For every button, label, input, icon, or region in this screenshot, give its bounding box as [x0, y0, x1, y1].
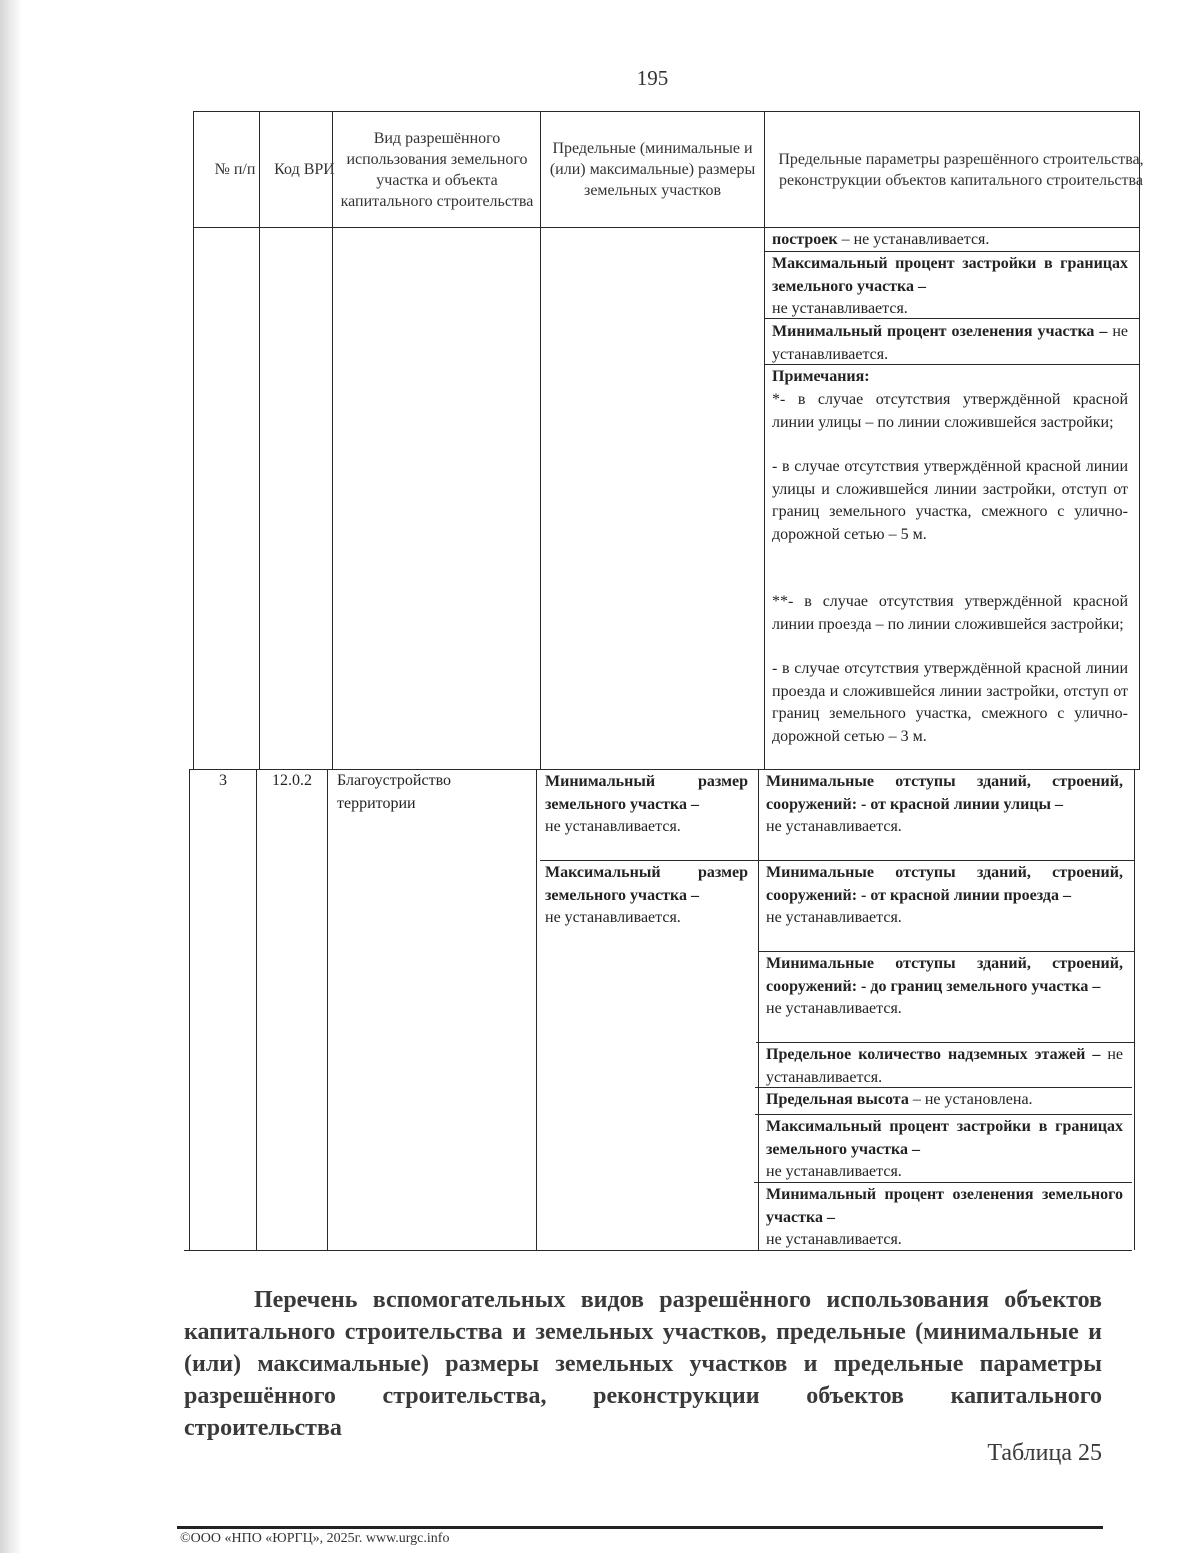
header-type: Вид разрешённого использования земельного участка и объекта капитального строительства: [340, 129, 534, 210]
param-cell: [766, 1184, 1123, 1252]
scan-edge-shadow: [0, 0, 22, 1553]
param-cell: [766, 1089, 1123, 1112]
table-line: [756, 1042, 1134, 1043]
param-cell: [772, 229, 1128, 252]
param-label: Минимальный процент озеленения участка –: [772, 323, 1108, 340]
param-cell: [766, 953, 1123, 1021]
param-value: не устанавливается.: [766, 1046, 1123, 1086]
param-cell: [772, 321, 1128, 366]
param-value: не устанавливается.: [772, 300, 908, 317]
section-heading: Перечень вспомогательных видов разрешённого использования объектов капитального строительства и земельных участков, предельные (минимальные и (или) максимальные) размеры земельных участков и предельные параметры разрешённого строительства, реконструкции объектов капитального строительства: [184, 1287, 1102, 1441]
size-label: Минимальный размер земельного участка –: [545, 773, 748, 813]
header-code: Код ВРИ: [274, 161, 335, 178]
page-number: 195: [636, 66, 669, 90]
table-line: [540, 860, 1135, 861]
notes-title: Примечания:: [772, 368, 870, 385]
param-cell: [766, 1044, 1123, 1089]
table-line: [764, 111, 765, 769]
param-label: Предельная высота: [766, 1091, 909, 1108]
param-value: не устанавливается.: [766, 1163, 902, 1180]
table-line: [536, 769, 537, 1250]
size-value: не устанавливается.: [545, 909, 681, 926]
table-line: [540, 111, 541, 769]
note-text: - в случае отсутствия утверждённой красной линии улицы и сложившейся линии застройки, отступ от границ земельного участка, смежного с улично-дорожной сетью – 5 м.: [772, 458, 1128, 543]
table-line: [758, 951, 1134, 952]
note-text: **- в случае отсутствия утверждённой красной линии проезда – по линии сложившейся застройки;: [772, 593, 1128, 633]
param-value: – не устанавливается.: [837, 231, 990, 248]
param-value: не устанавливается.: [772, 323, 1128, 363]
table-line: [193, 111, 194, 769]
param-cell: [766, 862, 1123, 930]
param-cell: [766, 1116, 1123, 1184]
table-line: [758, 769, 759, 1250]
row-type: Благоустройство территории: [337, 772, 452, 812]
param-cell: [772, 253, 1128, 321]
table-line: [256, 769, 257, 1250]
param-label: Предельное количество надземных этажей –: [766, 1046, 1101, 1063]
row-code: 12.0.2: [272, 772, 312, 789]
param-label: Минимальные отступы зданий, строений, сооружений: - до границ земельного участка –: [766, 955, 1123, 995]
size-cell: [545, 771, 748, 839]
note-text: - в случае отсутствия утверждённой красной линии проезда и сложившейся линии застройки, отступ от границ земельного участка, смежного с улично-дорожной сетью – 3 м.: [772, 660, 1128, 745]
param-cell: [766, 771, 1123, 839]
note-text: *- в случае отсутствия утверждённой красной линии улицы – по линии сложившейся застройки;: [772, 391, 1128, 431]
param-value: – не установлена.: [908, 1091, 1033, 1108]
header-params: Предельные параметры разрешённого строительства, реконструкции объектов капитального строительства: [778, 150, 1144, 189]
size-cell: [545, 862, 748, 930]
table-line: [755, 1114, 1132, 1115]
table-line: [327, 769, 328, 1250]
param-value: не устанавливается.: [766, 1231, 902, 1248]
footer-text: ©ООО «НПО «ЮРГЦ», 2025г. www.urgc.info: [180, 1531, 450, 1546]
param-label: Максимальный процент застройки в границах земельного участка –: [766, 1118, 1123, 1158]
table-line: [193, 111, 1140, 112]
param-label: Минимальные отступы зданий, строений, сооружений: - от красной линии улицы –: [766, 773, 1123, 813]
header-sizes: Предельные (минимальные и (или) максимальные) размеры земельных участков: [549, 140, 756, 199]
header-num: № п/п: [214, 161, 256, 178]
param-value: не устанавливается.: [766, 909, 902, 926]
param-label: построек: [772, 231, 838, 248]
table-line: [190, 769, 1140, 770]
table-label: Таблица 25: [987, 1440, 1102, 1466]
footer-rule: [177, 1526, 1103, 1529]
param-value: не устанавливается.: [766, 1000, 902, 1017]
param-value: не устанавливается.: [766, 818, 902, 835]
size-value: не устанавливается.: [545, 818, 681, 835]
table-line: [193, 227, 1140, 228]
param-label: Минимальные отступы зданий, строений, сооружений: - от красной линии проезда –: [766, 864, 1123, 904]
param-label: Минимальный процент озеленения земельного участка –: [766, 1186, 1123, 1226]
row-number: 3: [219, 772, 227, 789]
table-line: [189, 769, 190, 1250]
table-line: [1134, 769, 1135, 1250]
size-label: Максимальный размер земельного участка –: [545, 864, 748, 904]
param-label: Максимальный процент застройки в границах земельного участка –: [772, 255, 1128, 295]
